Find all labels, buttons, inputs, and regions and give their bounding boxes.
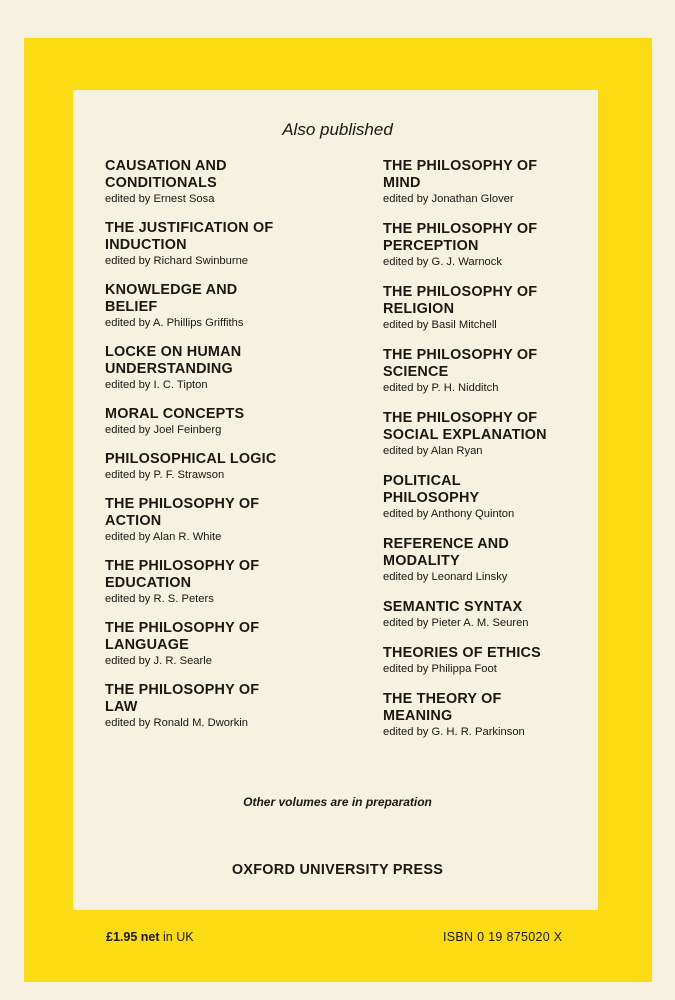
list-item: [383, 645, 653, 676]
book-title: THE PHILOSOPHY OF EDUCATION: [105, 558, 260, 591]
book-editor: edited by Alan R. White: [105, 531, 222, 543]
list-item: [383, 599, 653, 630]
list-item: [105, 451, 375, 482]
list-item: [383, 284, 653, 332]
book-title: MORAL CONCEPTS: [105, 406, 245, 422]
book-editor: edited by Basil Mitchell: [383, 319, 497, 331]
book-title: THE PHILOSOPHY OF RELIGION: [383, 284, 538, 317]
book-title: PHILOSOPHICAL LOGIC: [105, 451, 277, 467]
book-title: CAUSATION AND CONDITIONALS: [105, 158, 227, 191]
list-item: [383, 536, 653, 584]
book-editor: edited by Philippa Foot: [383, 663, 497, 675]
right-column: [383, 158, 653, 754]
book-title: THE PHILOSOPHY OF MIND: [383, 158, 538, 191]
book-editor: edited by J. R. Searle: [105, 655, 212, 667]
book-editor: edited by Anthony Quinton: [383, 508, 515, 520]
other-volumes-note: Other volumes are in preparation: [243, 795, 432, 809]
isbn-label: ISBN 0 19 875020 X: [443, 930, 563, 944]
book-editor: edited by P. H. Nidditch: [383, 382, 499, 394]
list-item: [105, 496, 375, 544]
book-title: THE PHILOSOPHY OF PERCEPTION: [383, 221, 538, 254]
book-editor: edited by Leonard Linsky: [383, 571, 508, 583]
book-editor: edited by G. H. R. Parkinson: [383, 726, 525, 738]
list-item: [105, 220, 375, 268]
book-editor: edited by Pieter A. M. Seuren: [383, 617, 529, 629]
list-item: [105, 558, 375, 606]
list-item: [383, 473, 653, 521]
publisher-name: OXFORD UNIVERSITY PRESS: [231, 862, 444, 878]
price-label: [106, 930, 194, 944]
list-item: [383, 691, 653, 739]
book-title: REFERENCE AND MODALITY: [383, 536, 509, 569]
book-editor: edited by P. F. Strawson: [105, 469, 225, 481]
list-item: [105, 158, 375, 206]
book-editor: edited by R. S. Peters: [105, 593, 214, 605]
price-amount: £1.95 net: [106, 930, 160, 944]
book-editor: edited by G. J. Warnock: [383, 256, 502, 268]
book-editor: edited by Jonathan Glover: [383, 193, 514, 205]
list-item: [105, 682, 375, 730]
book-title: THE PHILOSOPHY OF SOCIAL EXPLANATION: [383, 410, 547, 443]
book-editor: edited by I. C. Tipton: [105, 379, 208, 391]
list-item: [383, 221, 653, 269]
book-editor: edited by Alan Ryan: [383, 445, 483, 457]
book-title: THE PHILOSOPHY OF LANGUAGE: [105, 620, 260, 653]
book-title: THE PHILOSOPHY OF SCIENCE: [383, 347, 538, 380]
book-editor: edited by Ronald M. Dworkin: [105, 717, 249, 729]
book-editor: edited by Richard Swinburne: [105, 255, 249, 267]
price-suffix: in UK: [159, 930, 194, 944]
book-title: LOCKE ON HUMAN UNDERSTANDING: [105, 344, 242, 377]
list-item: [105, 282, 375, 330]
list-item: [383, 158, 653, 206]
list-item: [383, 410, 653, 458]
book-editor: edited by Ernest Sosa: [105, 193, 215, 205]
list-item: [105, 620, 375, 668]
book-title: THEORIES OF ETHICS: [383, 645, 541, 661]
list-item: [105, 344, 375, 392]
book-title: THE THEORY OF MEANING: [383, 691, 502, 724]
book-title: THE JUSTIFICATION OF INDUCTION: [105, 220, 274, 253]
book-editor: edited by Joel Feinberg: [105, 424, 222, 436]
left-column: [105, 158, 375, 744]
book-title: THE PHILOSOPHY OF ACTION: [105, 496, 260, 529]
book-title: SEMANTIC SYNTAX: [383, 599, 523, 615]
also-published-heading: Also published: [282, 120, 393, 139]
book-title: POLITICAL PHILOSOPHY: [383, 473, 480, 506]
list-item: [105, 406, 375, 437]
book-title: THE PHILOSOPHY OF LAW: [105, 682, 260, 715]
list-item: [383, 347, 653, 395]
book-editor: edited by A. Phillips Griffiths: [105, 317, 244, 329]
book-title: KNOWLEDGE AND BELIEF: [105, 282, 238, 315]
